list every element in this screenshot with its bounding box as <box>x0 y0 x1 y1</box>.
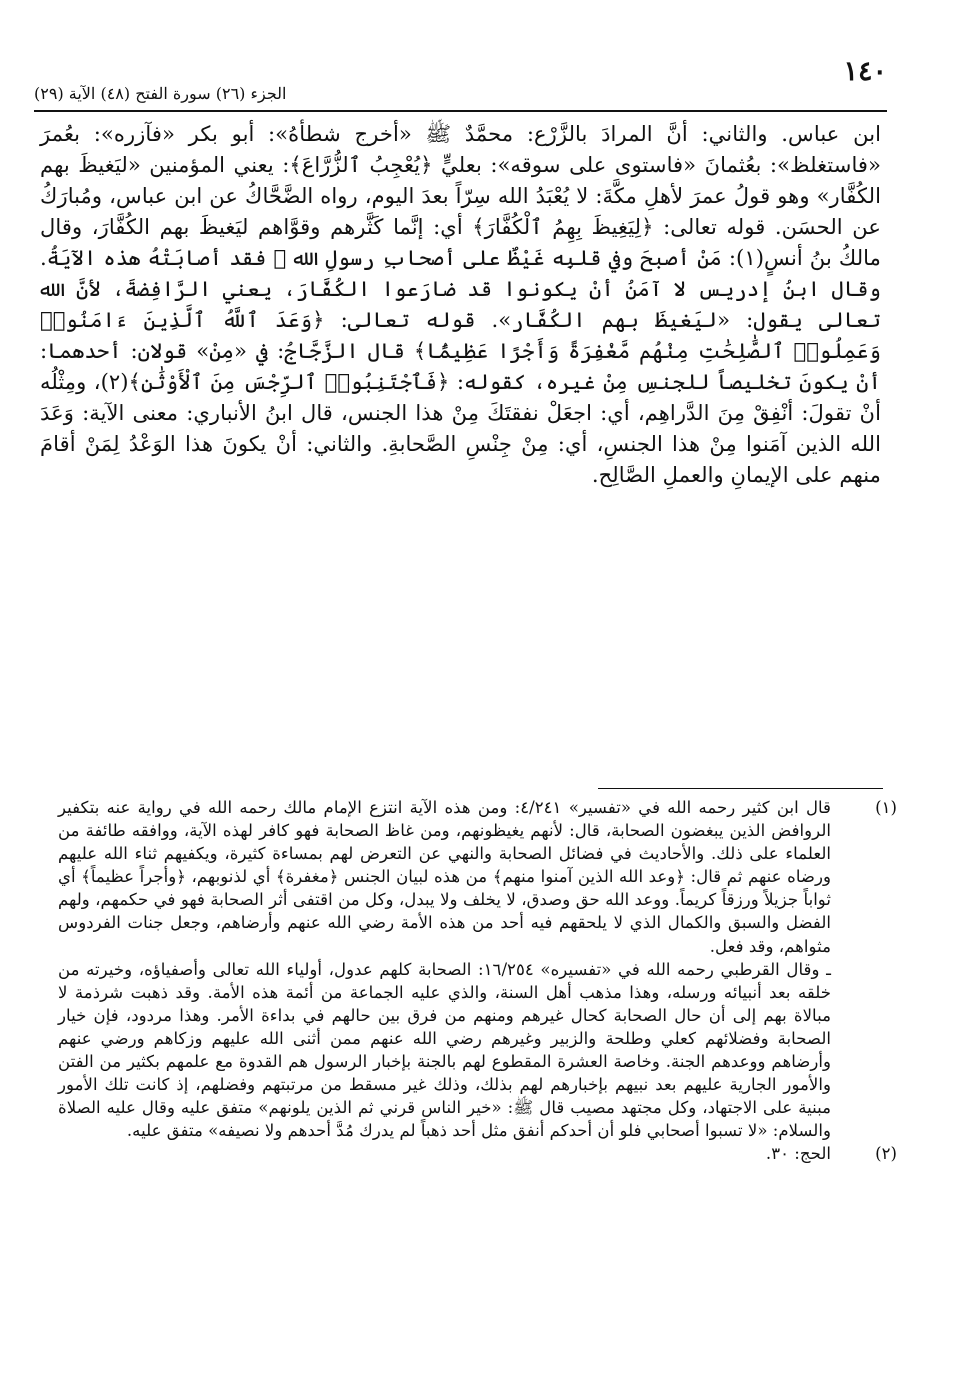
footnotes <box>58 796 897 1166</box>
main-paragraph: ابن عباس. والثاني: أنَّ المرادَ بالزَّرْع: محمَّدٌ ﷺ «أخرج شطأهُ»: أبو بكر «فآزره»: بعُمرَ «فاستغلظ»: بعُثمانَ «فاستوى على سوقه»: بعليٍّ ﴿يُعْجِبُ ٱلزُّرَّاعَ﴾: يعني المؤمنين «ليَغيظَ بهم الكُفَّار» وهو قولُ عمرَ لأهلِ مكَّةَ: لا يُعْبَدُ الله سِرّاً بعدَ اليوم، رواه الضَّحَّاكُ عن ابن عباس، ومُبارَكُ عن الحسَن. قوله تعالى: ﴿لِيَغِيظَ بِهِمُ ٱلْكُفَّارَ﴾ أي: إنَّما كَثَّرهم وقوَّاهم ليَغيظَ بهم الكُفَّارَ، وقال مالكُ بنُ أنسٍ(١): مَنْ أصبحَ وفي قلبِه غَيْظٌ على أصحابِ رسولِ الله ﷺ فقد أصابَتْهُ هذه الآيَةُ. وقال ابنُ إدريس لا آمَنُ أنْ يكونوا قد ضارَعوا الكُفَّارَ، يعني الرَّافِضةَ، لأنَّ الله تعالى يقول: «ليَغيظَ بهم الكُفَّار». قوله تعالى: ﴿وَعَدَ ٱللَّهُ ٱلَّذِينَ ءَامَنُوا۟ وَعَمِلُوا۟ ٱلصَّٰلِحَٰتِ مِنْهُم مَّغْفِرَةً وَأَجْرًا عَظِيمًۢا﴾ قال الزَّجَّاجُ: في «مِنْ» قولان: أحدهما: أنْ يكونَ تخليصاً للجنسِ مِنْ غيره، كقوله: ﴿فَٱجْتَنِبُوا۟ ٱلرِّجْسَ مِنَ ٱلْأَوْثَٰنِ﴾(٢)، ومِثْلُه أنْ تقولَ: أنْفِقْ مِنَ الدَّراهِم، أي: اجعَلْ نفقتَكَ مِنْ هذا الجنس، قال ابنُ الأنباري: معنى الآية: وَعَدَ الله الذين آمَنوا مِنْ هذا الجنسِ، أي: مِنْ جِنْسِ الصَّحابةِ. والثاني: أنْ يكونَ هذا الوَعْدُ لِمَنْ أقامَ منهم على الإيمانِ والعملِ الصَّالِح. <box>40 121 881 487</box>
running-header: الجزء (٢٦) سورة الفتح (٤٨) الآية (٢٩) <box>34 84 287 103</box>
footnote-divider <box>598 788 883 789</box>
footnote-number: (٢) <box>875 1144 897 1164</box>
footnote-number: (١) <box>875 798 897 817</box>
footnote-paragraph: ـ وقال القرطبي رحمه الله في «تفسيره» ١٦/٢٥٤: الصحابة كلهم عدول، أولياء الله تعالى وأصفياؤه، وخيرته من خلقه بعد أنبيائه ورسله، وهذا مذهب أهل السنة، والذي عليه الجماعة من أئمة هذه الأمة. وقد ذهبت شرذمة لا مبالاة بهم إلى أن حال الصحابة كحال غيرهم ومنهم من فرق بين حالهم في بداءة الأمر. وهذا مردود، فإن خيار الصحابة وفضلائهم كعلي وطلحة والزبير وغيرهم رضي الله عنهم ممن أثنى الله عليهم وزكاهم ورضي عنهم وأرضاهم ووعدهم الجنة. وخاصة العشرة المقطوع لهم بالجنة بإخبار الرسول هم القدوة مع علمهم بكثير من الفتن والأمور الجارية عليهم بعد نبيهم بإخبارهم لهم بذلك، وذلك غير مسقط من مرتبتهم وفضلهم، إذ كانت تلك الأمور مبنية على الاجتهاد، وكل مجتهد مصيب قال ﷺ: «خير الناس قرني ثم الذين يلونهم» متفق عليه وقال عليه الصلاة والسلام: «لا تسبوا أصحابي فلو أن أحدكم أنفق مثل أحد ذهباً لم يدرك مُدَّ أحدهم ولا نصيفه» متفق عليه. <box>58 959 831 1141</box>
footnote-paragraph: قال ابن كثير رحمه الله في «تفسير» ٤/٢٤١: ومن هذه الآية انتزع الإمام مالك رحمه الله في رواية عنه بتكفير الروافض الذين يبغضون الصحابة، قال: لأنهم يغيظونهم، ومن غاظ الصحابة فهو كافر لهذه الآية، ووافقه طائفة من العلماء على ذلك. والأحاديث في فضائل الصحابة والنهي عن التعرض لهم بمساءة كثيرة، ويكفيهم ثناء الله عليهم ورضاه عنهم ثم قال: ﴿وعد الله الذين آمنوا منهم﴾ من هذه لبيان الجنس ﴿مغفرة﴾ أي لذنوبهم، ﴿وأجراً عظيماً﴾ أي ثواباً جزيلاً ورزقاً كريماً. ووعد الله حق وصدق، لا يخلف ولا يبدل، وكل من اقتفى أثر الصحابة فهو في حكمهم، ولهم الفضل والسبق والكمال الذي لا يلحقهم فيه أحد من هذه الأمة رضي الله عنهم وأرضاهم، وجعل جنات الفردوس مثواهم، وقد فعل. <box>58 798 831 956</box>
footnote-1 <box>58 796 897 1142</box>
page-number: ١٤٠ <box>843 56 887 87</box>
footnote-body <box>58 1142 831 1165</box>
footnote-paragraph: الحج: ٣٠. <box>765 1144 831 1164</box>
header-divider <box>34 110 887 112</box>
main-text <box>40 118 881 490</box>
page-header <box>34 52 887 106</box>
footnote-2 <box>58 1142 897 1165</box>
footnote-body <box>58 796 831 1142</box>
